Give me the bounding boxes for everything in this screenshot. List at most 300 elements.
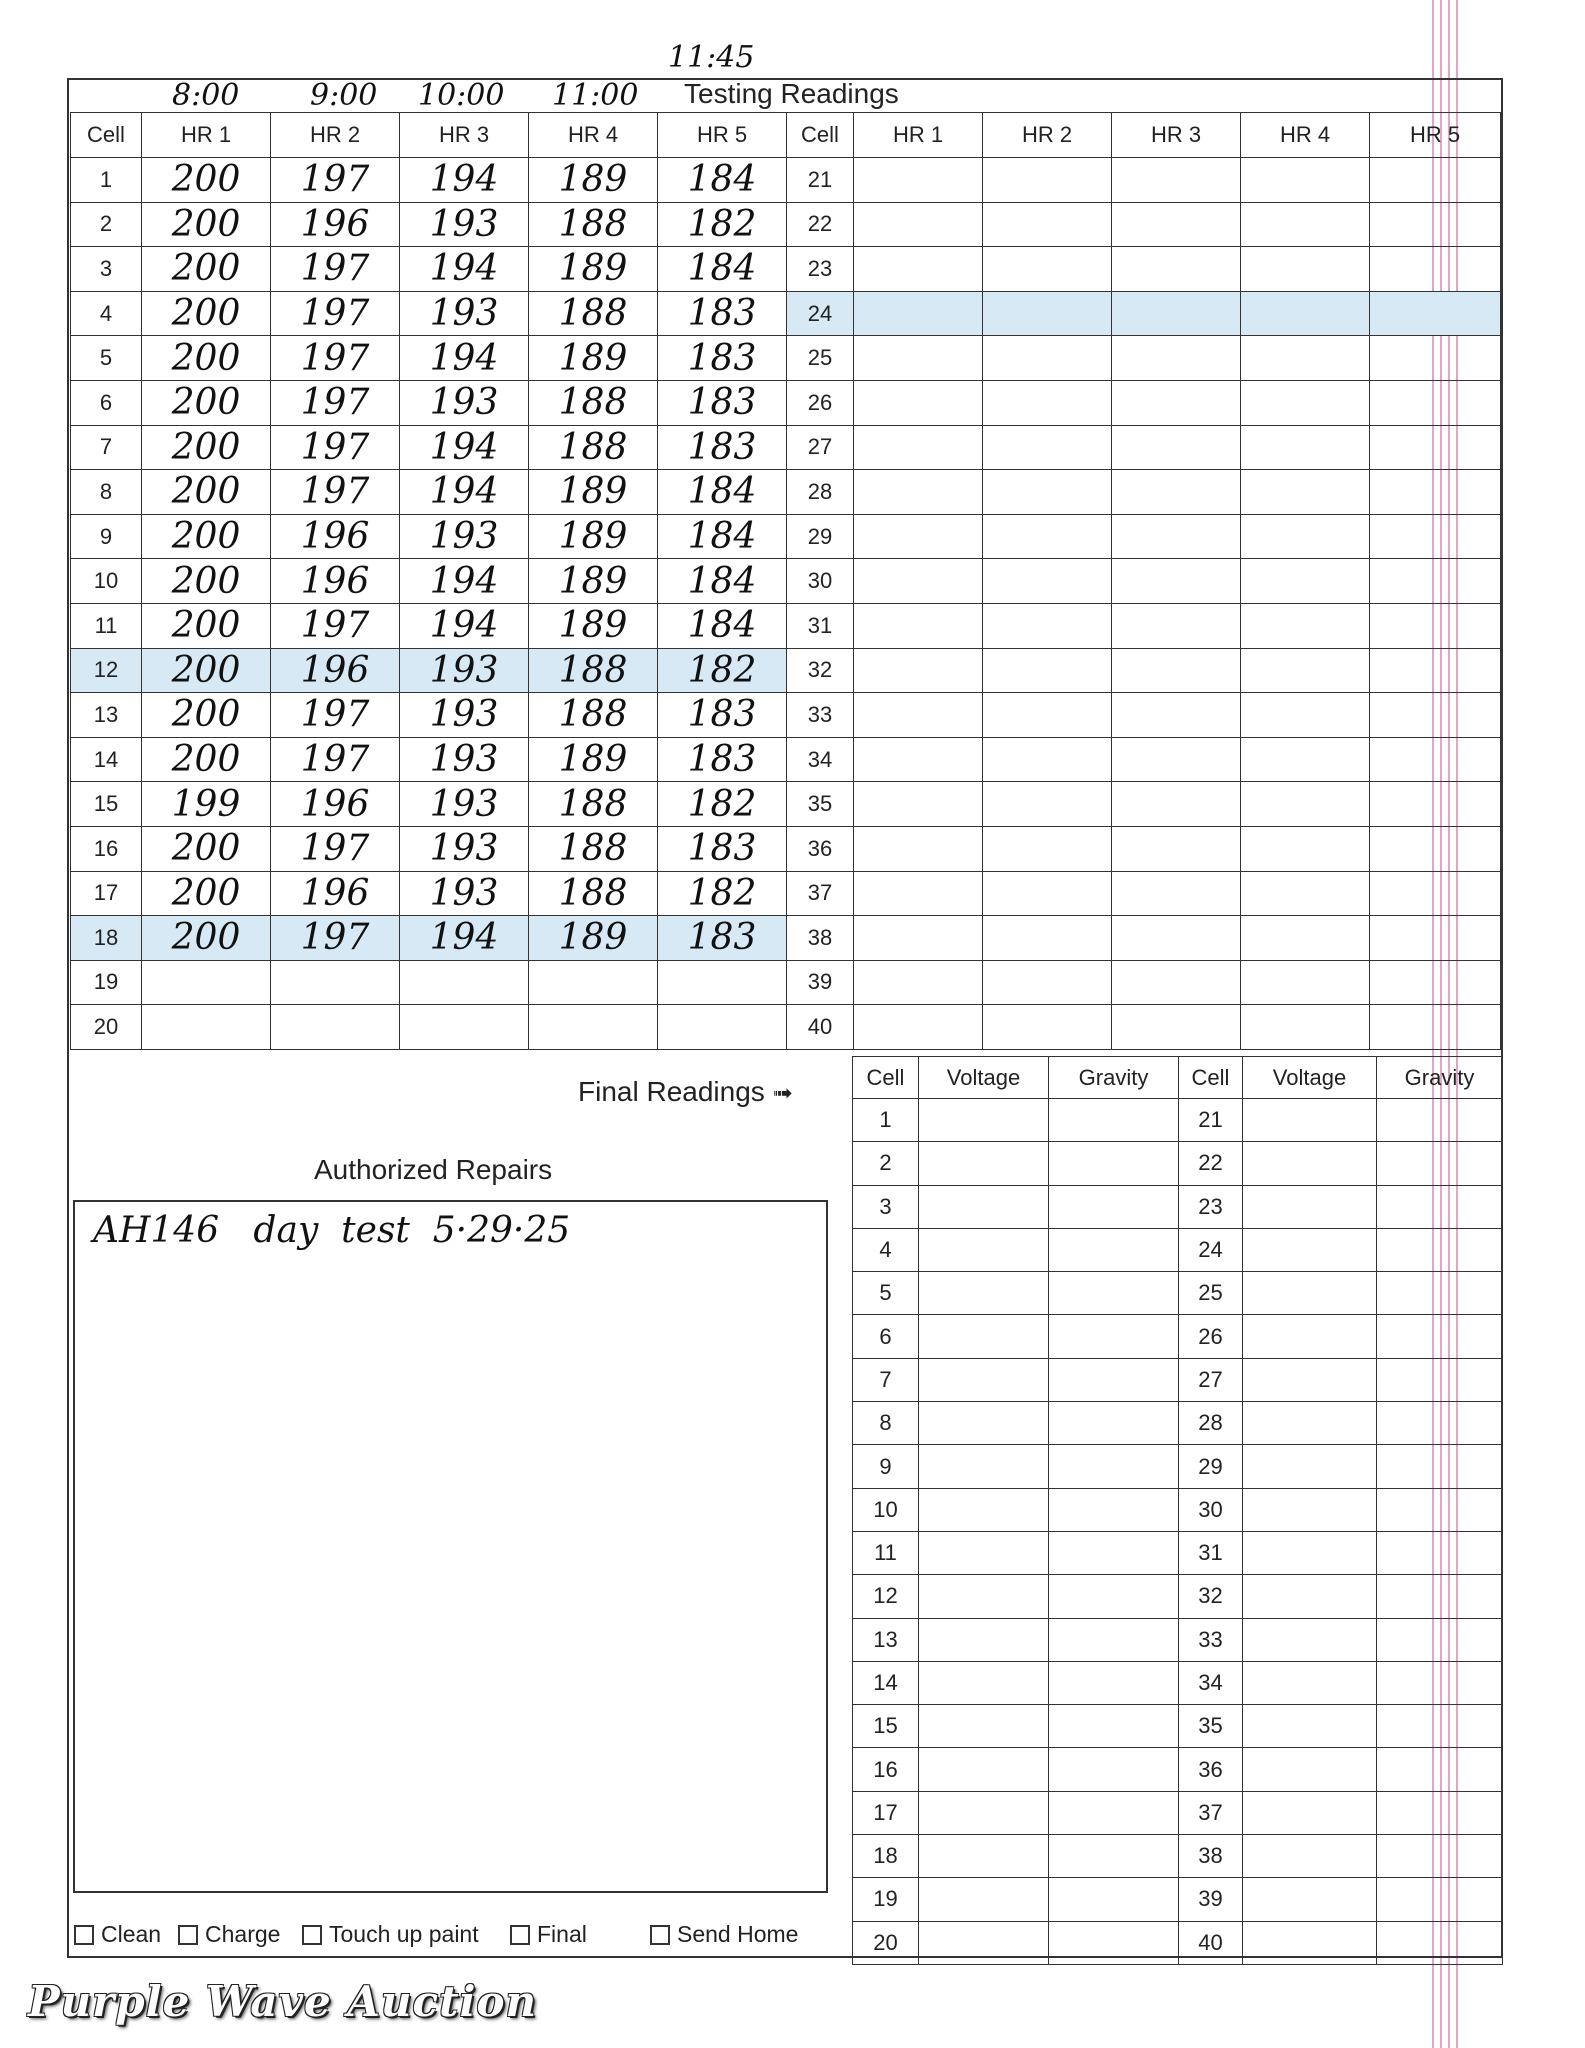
reading-hr5[interactable]: 184 (658, 158, 787, 203)
reading-hr3[interactable] (1112, 470, 1241, 515)
reading-hr5[interactable] (658, 960, 787, 1005)
reading-hr4[interactable] (529, 1005, 658, 1050)
reading-hr5[interactable] (658, 1005, 787, 1050)
reading-hr4[interactable]: 189 (529, 158, 658, 203)
reading-hr2[interactable]: 197 (271, 693, 400, 738)
checkbox-touch-up-paint[interactable] (302, 1921, 479, 1948)
reading-hr5[interactable] (1370, 380, 1501, 425)
gravity-field[interactable] (1377, 1445, 1503, 1488)
gravity-field[interactable] (1049, 1099, 1179, 1142)
gravity-field[interactable] (1377, 1705, 1503, 1748)
reading-hr1[interactable] (854, 693, 983, 738)
reading-hr1[interactable] (854, 158, 983, 203)
reading-hr5[interactable] (1370, 291, 1501, 336)
reading-hr4[interactable] (1241, 514, 1370, 559)
voltage-field[interactable] (919, 1445, 1049, 1488)
reading-hr4[interactable]: 188 (529, 425, 658, 470)
cell-number: 16 (71, 826, 142, 871)
reading-hr5[interactable] (1370, 826, 1501, 871)
cell-number: 38 (787, 916, 854, 961)
reading-hr2[interactable] (983, 648, 1112, 693)
reading-hr5[interactable]: 184 (658, 559, 787, 604)
gravity-field[interactable] (1377, 1661, 1503, 1704)
reading-hr4[interactable] (1241, 291, 1370, 336)
reading-hr4[interactable]: 189 (529, 603, 658, 648)
reading-hr2[interactable]: 196 (271, 202, 400, 247)
gravity-field[interactable] (1377, 1748, 1503, 1791)
reading-hr4[interactable]: 189 (529, 916, 658, 961)
gravity-field[interactable] (1377, 1358, 1503, 1401)
reading-hr1[interactable] (854, 826, 983, 871)
reading-hr1[interactable] (854, 247, 983, 292)
gravity-field[interactable] (1377, 1835, 1503, 1878)
reading-hr1[interactable]: 200 (142, 603, 271, 648)
gravity-field[interactable] (1377, 1921, 1503, 1964)
reading-hr5[interactable]: 183 (658, 336, 787, 381)
reading-hr2[interactable] (983, 871, 1112, 916)
reading-hr5[interactable]: 184 (658, 514, 787, 559)
reading-hr1[interactable] (854, 336, 983, 381)
reading-hr3[interactable]: 194 (400, 425, 529, 470)
reading-hr4[interactable]: 188 (529, 648, 658, 693)
reading-hr3[interactable]: 194 (400, 916, 529, 961)
reading-hr3[interactable] (1112, 693, 1241, 738)
reading-hr5[interactable]: 182 (658, 202, 787, 247)
final-row (853, 1661, 1503, 1704)
gravity-field[interactable] (1377, 1618, 1503, 1661)
reading-hr3[interactable] (1112, 648, 1241, 693)
reading-hr1[interactable]: 200 (142, 425, 271, 470)
reading-hr4[interactable] (1241, 202, 1370, 247)
gravity-field[interactable] (1377, 1099, 1503, 1142)
reading-hr3[interactable]: 194 (400, 470, 529, 515)
reading-hr2[interactable] (983, 425, 1112, 470)
reading-hr2[interactable]: 196 (271, 871, 400, 916)
final-row (853, 1575, 1503, 1618)
reading-hr3[interactable]: 193 (400, 291, 529, 336)
reading-hr2[interactable]: 197 (271, 603, 400, 648)
reading-hr1[interactable] (142, 960, 271, 1005)
reading-hr3[interactable]: 193 (400, 782, 529, 827)
reading-hr2[interactable] (983, 202, 1112, 247)
gravity-field[interactable] (1377, 1575, 1503, 1618)
reading-hr3[interactable]: 193 (400, 737, 529, 782)
gravity-field[interactable] (1377, 1142, 1503, 1185)
reading-hr5[interactable] (1370, 202, 1501, 247)
reading-hr5[interactable] (1370, 470, 1501, 515)
reading-hr3[interactable] (400, 960, 529, 1005)
reading-hr1[interactable]: 200 (142, 470, 271, 515)
gravity-field[interactable] (1049, 1272, 1179, 1315)
reading-hr1[interactable] (854, 559, 983, 604)
reading-hr5[interactable]: 182 (658, 871, 787, 916)
gravity-field[interactable] (1049, 1185, 1179, 1228)
reading-hr5[interactable]: 182 (658, 782, 787, 827)
reading-hr5[interactable]: 183 (658, 737, 787, 782)
reading-hr3[interactable] (1112, 514, 1241, 559)
reading-hr5[interactable] (1370, 960, 1501, 1005)
reading-hr2[interactable] (983, 470, 1112, 515)
gravity-field[interactable] (1049, 1835, 1179, 1878)
gravity-field[interactable] (1049, 1748, 1179, 1791)
checkbox-final[interactable] (510, 1921, 587, 1948)
reading-hr1[interactable] (854, 470, 983, 515)
reading-hr4[interactable] (1241, 336, 1370, 381)
reading-hr2[interactable] (983, 559, 1112, 604)
reading-hr2[interactable]: 197 (271, 737, 400, 782)
reading-hr5[interactable] (1370, 648, 1501, 693)
voltage-field[interactable] (919, 1185, 1049, 1228)
gravity-field[interactable] (1049, 1705, 1179, 1748)
voltage-field[interactable] (1243, 1358, 1377, 1401)
voltage-field[interactable] (919, 1748, 1049, 1791)
reading-hr1[interactable]: 200 (142, 916, 271, 961)
reading-hr4[interactable]: 188 (529, 202, 658, 247)
reading-hr2[interactable] (983, 826, 1112, 871)
gravity-field[interactable] (1377, 1531, 1503, 1574)
reading-hr3[interactable]: 193 (400, 202, 529, 247)
reading-hr1[interactable]: 200 (142, 648, 271, 693)
reading-hr2[interactable]: 196 (271, 514, 400, 559)
gravity-field[interactable] (1049, 1531, 1179, 1574)
reading-hr2[interactable] (983, 1005, 1112, 1050)
voltage-field[interactable] (1243, 1878, 1377, 1921)
reading-hr1[interactable] (854, 648, 983, 693)
reading-hr2[interactable]: 197 (271, 158, 400, 203)
reading-hr3[interactable] (1112, 380, 1241, 425)
reading-hr4[interactable] (1241, 380, 1370, 425)
reading-hr3[interactable] (1112, 916, 1241, 961)
reading-hr3[interactable]: 193 (400, 693, 529, 738)
reading-hr2[interactable] (983, 603, 1112, 648)
reading-hr5[interactable] (1370, 916, 1501, 961)
reading-hr3[interactable] (1112, 158, 1241, 203)
voltage-field[interactable] (1243, 1099, 1377, 1142)
reading-hr2[interactable]: 197 (271, 425, 400, 470)
authorized-repairs-box[interactable] (73, 1200, 828, 1893)
reading-hr3[interactable]: 193 (400, 380, 529, 425)
voltage-field[interactable] (1243, 1618, 1377, 1661)
reading-hr1[interactable] (854, 202, 983, 247)
reading-hr3[interactable]: 193 (400, 871, 529, 916)
voltage-field[interactable] (1243, 1402, 1377, 1445)
reading-hr4[interactable]: 189 (529, 559, 658, 604)
reading-hr1[interactable] (854, 871, 983, 916)
voltage-field[interactable] (919, 1142, 1049, 1185)
voltage-field[interactable] (1243, 1791, 1377, 1834)
reading-hr3[interactable]: 193 (400, 826, 529, 871)
reading-hr4[interactable]: 188 (529, 871, 658, 916)
reading-hr1[interactable] (854, 380, 983, 425)
checkbox-box[interactable] (650, 1925, 670, 1945)
checkbox-send-home[interactable] (650, 1921, 798, 1948)
reading-hr4[interactable] (1241, 648, 1370, 693)
reading-hr3[interactable]: 194 (400, 336, 529, 381)
checkbox-charge[interactable] (178, 1921, 280, 1948)
gravity-field[interactable] (1377, 1185, 1503, 1228)
reading-hr2[interactable] (983, 380, 1112, 425)
checkbox-box[interactable] (510, 1925, 530, 1945)
reading-hr1[interactable]: 200 (142, 291, 271, 336)
reading-hr2[interactable] (983, 291, 1112, 336)
reading-hr3[interactable] (1112, 871, 1241, 916)
voltage-field[interactable] (919, 1705, 1049, 1748)
voltage-field[interactable] (1243, 1921, 1377, 1964)
reading-hr2[interactable]: 197 (271, 291, 400, 336)
gravity-field[interactable] (1049, 1661, 1179, 1704)
reading-hr2[interactable] (983, 782, 1112, 827)
voltage-field[interactable] (919, 1272, 1049, 1315)
gravity-field[interactable] (1049, 1445, 1179, 1488)
reading-hr4[interactable] (1241, 826, 1370, 871)
gravity-field[interactable] (1049, 1142, 1179, 1185)
reading-hr4[interactable] (1241, 559, 1370, 604)
voltage-field[interactable] (1243, 1835, 1377, 1878)
checkbox-clean[interactable] (74, 1921, 161, 1948)
voltage-field[interactable] (919, 1402, 1049, 1445)
reading-hr2[interactable]: 197 (271, 247, 400, 292)
testing-row (71, 1005, 1501, 1050)
voltage-field[interactable] (919, 1531, 1049, 1574)
final-row (853, 1142, 1503, 1185)
reading-hr5[interactable]: 184 (658, 470, 787, 515)
reading-hr5[interactable] (1370, 737, 1501, 782)
voltage-field[interactable] (1243, 1705, 1377, 1748)
voltage-field[interactable] (1243, 1142, 1377, 1185)
reading-hr2[interactable]: 197 (271, 470, 400, 515)
reading-hr2[interactable] (983, 514, 1112, 559)
reading-hr5[interactable]: 183 (658, 425, 787, 470)
gravity-field[interactable] (1377, 1402, 1503, 1445)
reading-hr2[interactable] (983, 336, 1112, 381)
reading-hr5[interactable]: 183 (658, 380, 787, 425)
checkbox-box[interactable] (178, 1925, 198, 1945)
gravity-field[interactable] (1377, 1272, 1503, 1315)
reading-hr4[interactable] (529, 960, 658, 1005)
voltage-field[interactable] (1243, 1272, 1377, 1315)
reading-hr2[interactable]: 197 (271, 916, 400, 961)
checkbox-box[interactable] (74, 1925, 94, 1945)
reading-hr1[interactable]: 200 (142, 158, 271, 203)
voltage-field[interactable] (919, 1488, 1049, 1531)
reading-hr1[interactable]: 200 (142, 737, 271, 782)
reading-hr1[interactable]: 200 (142, 826, 271, 871)
reading-hr3[interactable]: 193 (400, 648, 529, 693)
testing-row (71, 247, 1501, 292)
reading-hr1[interactable]: 200 (142, 693, 271, 738)
reading-hr4[interactable]: 189 (529, 470, 658, 515)
reading-hr3[interactable] (1112, 826, 1241, 871)
reading-hr2[interactable] (271, 960, 400, 1005)
reading-hr3[interactable] (1112, 336, 1241, 381)
reading-hr5[interactable]: 184 (658, 603, 787, 648)
reading-hr5[interactable]: 183 (658, 826, 787, 871)
reading-hr3[interactable] (1112, 425, 1241, 470)
reading-hr1[interactable]: 199 (142, 782, 271, 827)
header-hr1: HR 1 (854, 113, 983, 158)
voltage-field[interactable] (919, 1099, 1049, 1142)
reading-hr1[interactable]: 200 (142, 871, 271, 916)
reading-hr4[interactable]: 188 (529, 291, 658, 336)
reading-hr4[interactable] (1241, 470, 1370, 515)
reading-hr3[interactable] (1112, 247, 1241, 292)
voltage-field[interactable] (1243, 1531, 1377, 1574)
reading-hr1[interactable]: 200 (142, 380, 271, 425)
gravity-field[interactable] (1049, 1228, 1179, 1271)
voltage-field[interactable] (919, 1661, 1049, 1704)
reading-hr4[interactable]: 189 (529, 737, 658, 782)
voltage-field[interactable] (1243, 1315, 1377, 1358)
reading-hr3[interactable] (1112, 737, 1241, 782)
reading-hr5[interactable] (1370, 871, 1501, 916)
reading-hr4[interactable]: 188 (529, 826, 658, 871)
reading-hr2[interactable]: 197 (271, 380, 400, 425)
reading-hr4[interactable]: 189 (529, 336, 658, 381)
gravity-field[interactable] (1377, 1315, 1503, 1358)
gravity-field[interactable] (1377, 1228, 1503, 1271)
reading-hr1[interactable] (854, 737, 983, 782)
reading-hr5[interactable] (1370, 782, 1501, 827)
voltage-field[interactable] (1243, 1488, 1377, 1531)
reading-hr1[interactable]: 200 (142, 247, 271, 292)
voltage-field[interactable] (1243, 1445, 1377, 1488)
voltage-field[interactable] (919, 1791, 1049, 1834)
reading-hr4[interactable]: 188 (529, 380, 658, 425)
gravity-field[interactable] (1377, 1878, 1503, 1921)
reading-hr3[interactable] (1112, 603, 1241, 648)
reading-hr4[interactable] (1241, 737, 1370, 782)
reading-hr2[interactable] (983, 158, 1112, 203)
reading-hr1[interactable] (142, 1005, 271, 1050)
voltage-field[interactable] (919, 1835, 1049, 1878)
reading-hr2[interactable]: 196 (271, 559, 400, 604)
reading-hr4[interactable] (1241, 158, 1370, 203)
voltage-field[interactable] (1243, 1228, 1377, 1271)
reading-hr5[interactable]: 183 (658, 291, 787, 336)
voltage-field[interactable] (919, 1878, 1049, 1921)
reading-hr4[interactable] (1241, 1005, 1370, 1050)
reading-hr2[interactable] (983, 737, 1112, 782)
reading-hr3[interactable] (1112, 202, 1241, 247)
gravity-field[interactable] (1049, 1488, 1179, 1531)
reading-hr1[interactable] (854, 425, 983, 470)
voltage-field[interactable] (919, 1228, 1049, 1271)
reading-hr4[interactable] (1241, 916, 1370, 961)
reading-hr5[interactable] (1370, 603, 1501, 648)
reading-hr4[interactable] (1241, 782, 1370, 827)
reading-hr1[interactable] (854, 514, 983, 559)
voltage-field[interactable] (1243, 1185, 1377, 1228)
reading-hr2[interactable] (983, 693, 1112, 738)
reading-hr3[interactable] (1112, 782, 1241, 827)
reading-hr3[interactable] (1112, 960, 1241, 1005)
reading-hr5[interactable] (1370, 559, 1501, 604)
reading-hr5[interactable] (1370, 425, 1501, 470)
reading-hr3[interactable] (1112, 559, 1241, 604)
reading-hr3[interactable]: 194 (400, 158, 529, 203)
reading-hr4[interactable]: 188 (529, 782, 658, 827)
reading-hr4[interactable] (1241, 960, 1370, 1005)
reading-hr5[interactable] (1370, 514, 1501, 559)
reading-hr2[interactable] (983, 960, 1112, 1005)
checkbox-box[interactable] (302, 1925, 322, 1945)
reading-hr3[interactable]: 194 (400, 603, 529, 648)
reading-hr1[interactable] (854, 916, 983, 961)
reading-hr5[interactable]: 183 (658, 916, 787, 961)
voltage-field[interactable] (1243, 1748, 1377, 1791)
reading-hr3[interactable] (400, 1005, 529, 1050)
reading-hr2[interactable]: 196 (271, 648, 400, 693)
reading-hr3[interactable]: 193 (400, 514, 529, 559)
reading-hr4[interactable]: 189 (529, 247, 658, 292)
reading-hr2[interactable] (271, 1005, 400, 1050)
reading-hr5[interactable] (1370, 336, 1501, 381)
voltage-field[interactable] (1243, 1575, 1377, 1618)
reading-hr3[interactable]: 194 (400, 247, 529, 292)
reading-hr5[interactable]: 182 (658, 648, 787, 693)
gravity-field[interactable] (1049, 1921, 1179, 1964)
reading-hr4[interactable] (1241, 425, 1370, 470)
cell-number: 3 (853, 1185, 919, 1228)
reading-hr5[interactable]: 184 (658, 247, 787, 292)
reading-hr5[interactable] (1370, 158, 1501, 203)
reading-hr4[interactable] (1241, 247, 1370, 292)
reading-hr2[interactable]: 197 (271, 826, 400, 871)
voltage-field[interactable] (919, 1921, 1049, 1964)
gravity-field[interactable] (1049, 1575, 1179, 1618)
gravity-field[interactable] (1049, 1878, 1179, 1921)
voltage-field[interactable] (919, 1575, 1049, 1618)
reading-hr5[interactable]: 183 (658, 693, 787, 738)
reading-hr1[interactable]: 200 (142, 514, 271, 559)
reading-hr5[interactable] (1370, 247, 1501, 292)
reading-hr1[interactable] (854, 960, 983, 1005)
reading-hr1[interactable] (854, 1005, 983, 1050)
reading-hr1[interactable] (854, 603, 983, 648)
reading-hr4[interactable] (1241, 871, 1370, 916)
gravity-field[interactable] (1049, 1618, 1179, 1661)
reading-hr5[interactable] (1370, 1005, 1501, 1050)
reading-hr3[interactable] (1112, 291, 1241, 336)
reading-hr1[interactable]: 200 (142, 336, 271, 381)
gravity-field[interactable] (1049, 1315, 1179, 1358)
reading-hr4[interactable] (1241, 693, 1370, 738)
gravity-field[interactable] (1049, 1791, 1179, 1834)
reading-hr4[interactable]: 189 (529, 514, 658, 559)
reading-hr4[interactable]: 188 (529, 693, 658, 738)
reading-hr3[interactable] (1112, 1005, 1241, 1050)
voltage-field[interactable] (919, 1618, 1049, 1661)
reading-hr3[interactable]: 194 (400, 559, 529, 604)
reading-hr2[interactable]: 196 (271, 782, 400, 827)
reading-hr2[interactable] (983, 916, 1112, 961)
voltage-field[interactable] (919, 1358, 1049, 1401)
gravity-field[interactable] (1049, 1358, 1179, 1401)
reading-hr2[interactable]: 197 (271, 336, 400, 381)
voltage-field[interactable] (1243, 1661, 1377, 1704)
reading-hr4[interactable] (1241, 603, 1370, 648)
reading-hr1[interactable]: 200 (142, 559, 271, 604)
gravity-field[interactable] (1049, 1402, 1179, 1445)
reading-hr1[interactable] (854, 291, 983, 336)
reading-hr2[interactable] (983, 247, 1112, 292)
reading-hr1[interactable]: 200 (142, 202, 271, 247)
voltage-field[interactable] (919, 1315, 1049, 1358)
gravity-field[interactable] (1377, 1488, 1503, 1531)
reading-hr1[interactable] (854, 782, 983, 827)
gravity-field[interactable] (1377, 1791, 1503, 1834)
reading-hr5[interactable] (1370, 693, 1501, 738)
